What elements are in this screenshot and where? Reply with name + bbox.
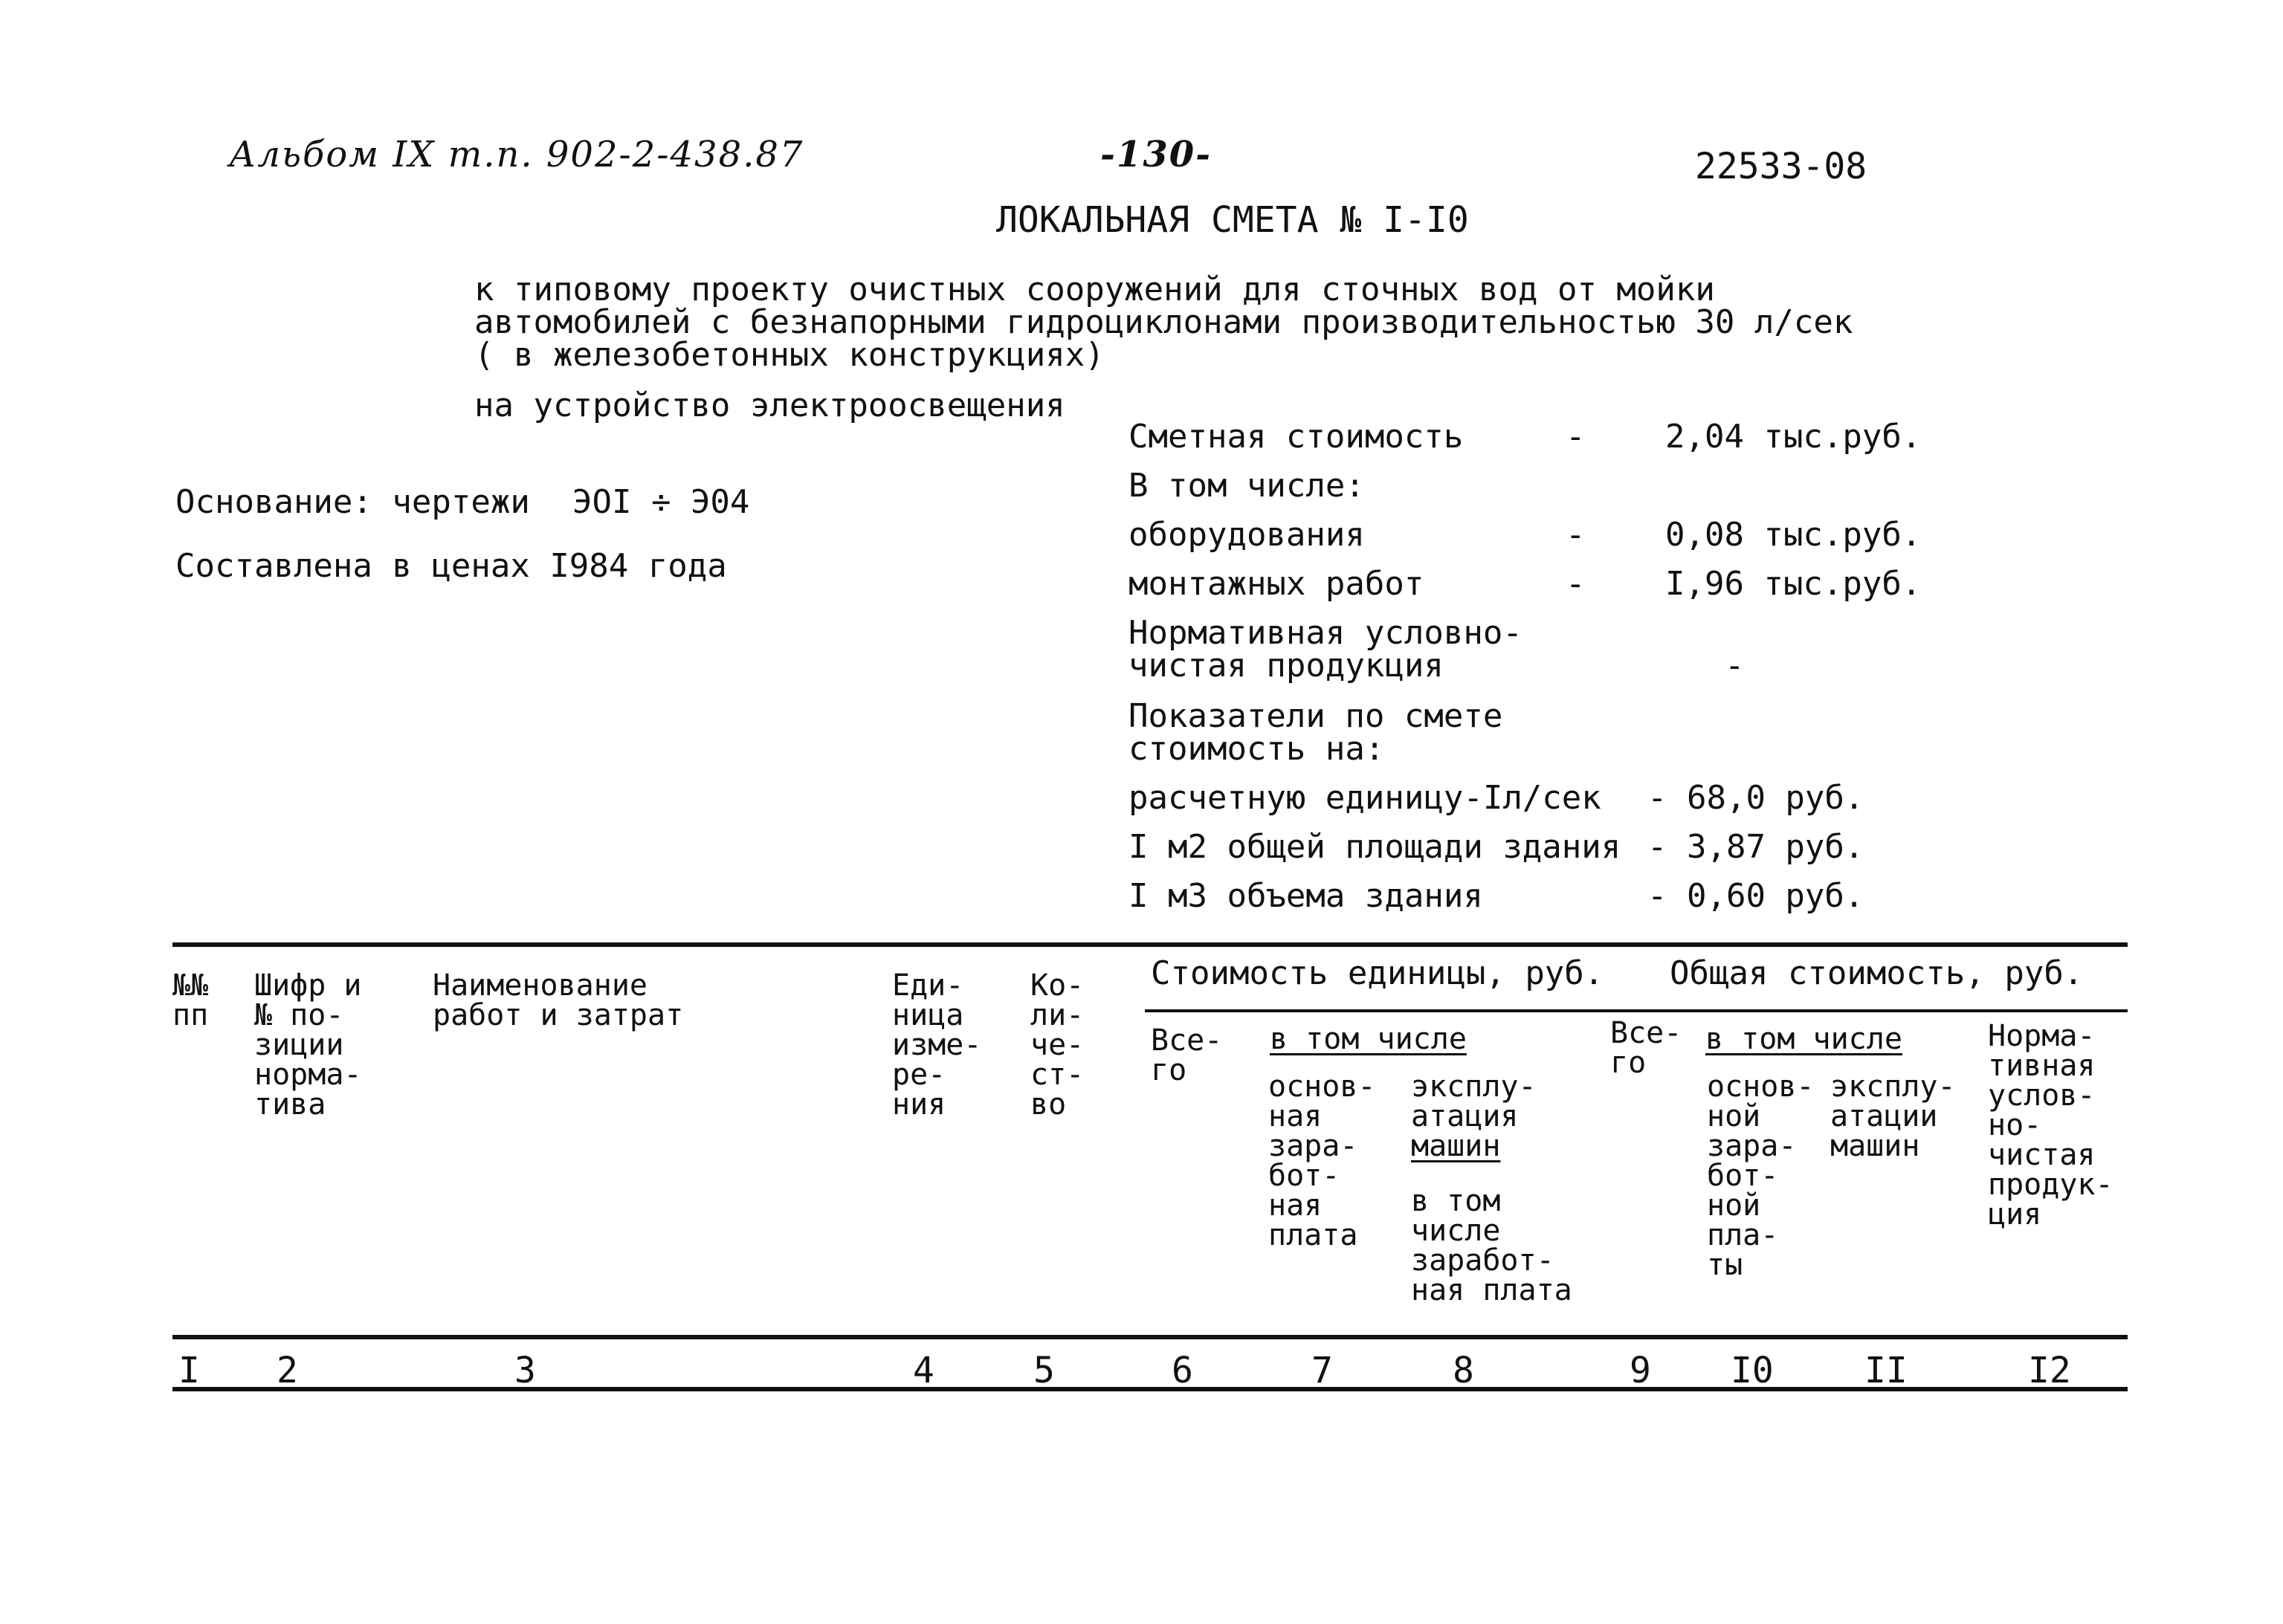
column-number: 3: [514, 1350, 536, 1391]
col-header-name: Наименование работ и затрат: [433, 968, 684, 1032]
document-code: 22533-08: [1695, 146, 1867, 187]
unit-cost-group-heading: Стоимость единицы, руб.: [1151, 954, 1604, 992]
unit-indicator-label: расчетную единицу-Iл/сек: [1128, 779, 1601, 817]
equipment-value: 0,08 тыс.руб.: [1665, 516, 1922, 554]
total-including-heading: в том числе: [1705, 1022, 1902, 1056]
basis-label: Основание: чертежи: [175, 483, 530, 521]
including-label: В том числе:: [1128, 467, 1365, 505]
volume-indicator-label: I м3 объема здания: [1128, 877, 1483, 915]
summary-dash: -: [1566, 418, 1586, 456]
col-header-total-wages: основ- ной зара- бот- ной пла- ты: [1707, 1070, 1815, 1282]
column-number: 9: [1630, 1350, 1651, 1391]
normative-label-2: чистая продукция: [1128, 647, 1444, 685]
album-reference: Альбом IX т.п. 902-2-438.87: [229, 134, 804, 175]
normative-value: -: [1725, 647, 1745, 685]
numbers-bottom-rule: [172, 1387, 2128, 1391]
summary-dash: -: [1566, 516, 1586, 554]
cost-group-rule: [1145, 1009, 2128, 1012]
equipment-label: оборудования: [1128, 516, 1365, 554]
col-header-total-machines: эксплу- атации машин: [1830, 1070, 1956, 1163]
column-number: 8: [1453, 1350, 1474, 1391]
column-number: 5: [1033, 1350, 1055, 1391]
installation-label: монтажных работ: [1128, 565, 1424, 603]
column-number: I2: [2028, 1350, 2071, 1391]
indicators-label-2: стоимость на:: [1128, 730, 1385, 768]
basis-value: ЭОI ÷ Э04: [572, 483, 750, 521]
column-number: 4: [913, 1350, 934, 1391]
unit-indicator-value: - 68,0 руб.: [1647, 779, 1864, 817]
subtitle-line-3: ( в железобетонных конструкциях): [474, 336, 1105, 374]
column-number: 6: [1172, 1350, 1193, 1391]
col-header-number: №№ пп: [172, 968, 209, 1032]
column-number: II: [1864, 1350, 1908, 1391]
page-title: ЛОКАЛЬНАЯ СМЕТА № I-I0: [996, 199, 1469, 241]
col-header-total: Все- го: [1610, 1016, 1682, 1080]
subtitle-line-2: автомобилей с безнапорными гидроциклонами производительностью 30 л/сек: [474, 303, 1853, 341]
header-bottom-rule: [172, 1335, 2128, 1339]
col-header-unit-machine-wages: в том числе заработ- ная плата: [1411, 1184, 1572, 1307]
col-header-unit-total: Все- го: [1151, 1023, 1223, 1087]
col-header-code: Шифр и № по- зиции норма- тива: [254, 968, 362, 1122]
subtitle-line-4: на устройство электроосвещения: [474, 386, 1065, 424]
indicators-label-1: Показатели по смете: [1128, 697, 1503, 735]
unit-including-heading: в том числе: [1270, 1022, 1467, 1056]
summary-dash: -: [1566, 565, 1586, 603]
area-indicator-label: I м2 общей площади здания: [1128, 828, 1621, 866]
prices-year: Составлена в ценах I984 года: [175, 547, 727, 585]
col-header-normative: Норма- тивная услов- но- чистая продук- ция: [1988, 1019, 2114, 1232]
normative-label-1: Нормативная условно-: [1128, 614, 1522, 652]
subtitle-line-1: к типовому проекту очистных сооружений для сточных вод от мойки: [474, 271, 1715, 308]
table-top-rule: [172, 942, 2128, 947]
estimated-cost-value: 2,04 тыс.руб.: [1665, 418, 1922, 456]
column-number: 2: [277, 1350, 298, 1391]
col-header-unit: Еди- ница изме- ре- ния: [892, 968, 982, 1122]
total-cost-group-heading: Общая стоимость, руб.: [1670, 954, 2084, 992]
col-header-unit-machines: эксплу- атация: [1411, 1070, 1537, 1133]
col-header-unit-machines-label: машин: [1411, 1129, 1501, 1163]
volume-indicator-value: - 0,60 руб.: [1647, 877, 1864, 915]
estimated-cost-label: Сметная стоимость: [1128, 418, 1464, 456]
column-number: I: [178, 1350, 200, 1391]
column-number: 7: [1311, 1350, 1333, 1391]
col-header-unit-wages: основ- ная зара- бот- ная плата: [1268, 1070, 1376, 1252]
installation-value: I,96 тыс.руб.: [1665, 565, 1922, 603]
area-indicator-value: - 3,87 руб.: [1647, 828, 1864, 866]
col-header-quantity: Ко- ли- че- ст- во: [1030, 968, 1085, 1122]
page-number: -130-: [1100, 134, 1212, 175]
column-number: I0: [1731, 1350, 1774, 1391]
